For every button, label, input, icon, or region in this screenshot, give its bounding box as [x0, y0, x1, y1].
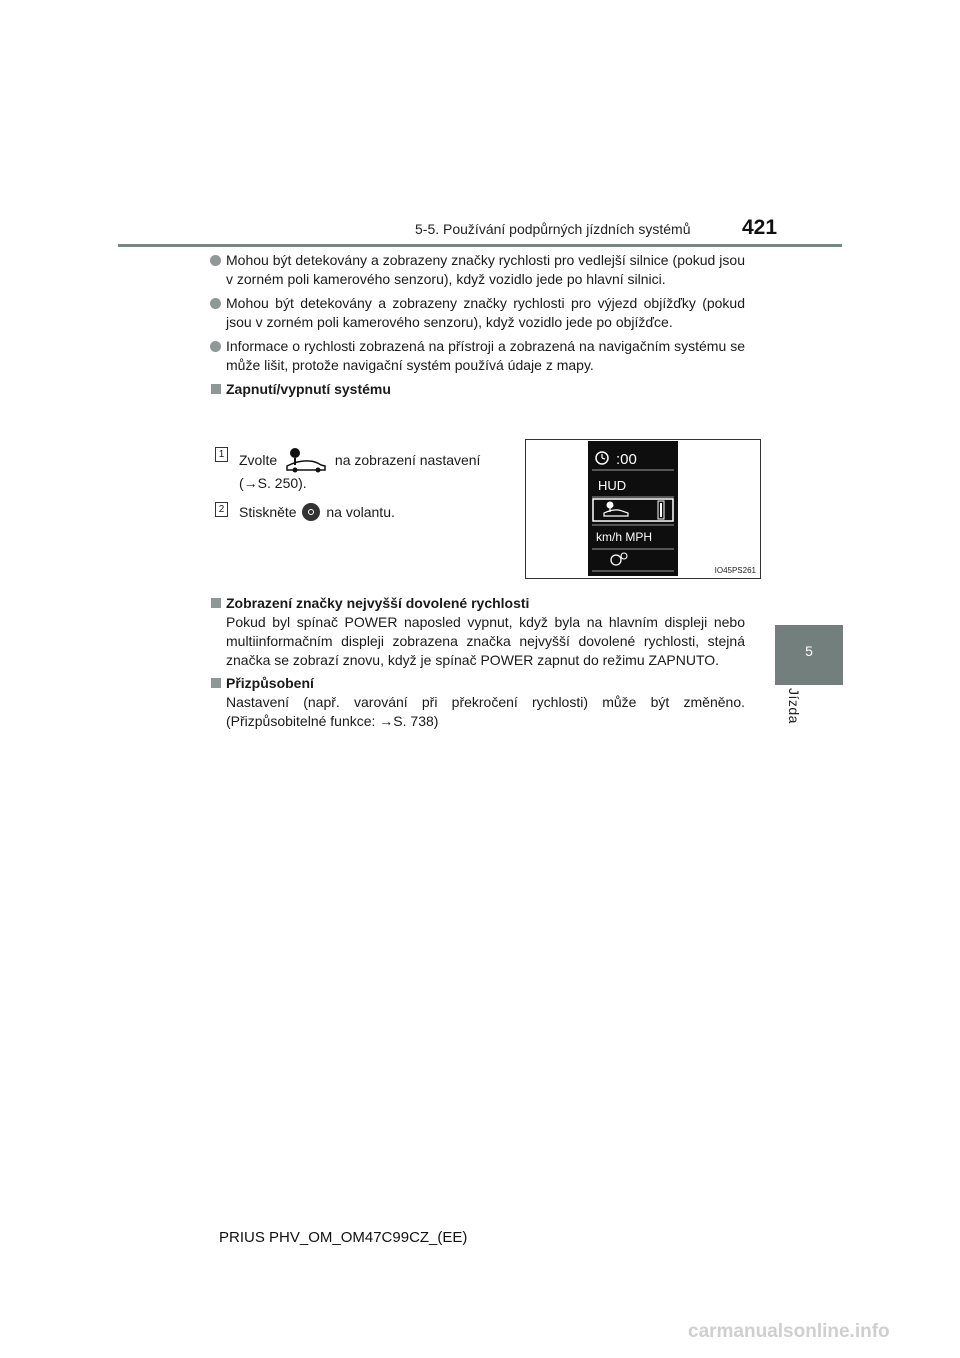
step-1-before: Zvolte — [239, 452, 278, 469]
bullet-dot-icon — [210, 255, 221, 266]
watermark-text[interactable]: carmanualsonline.info — [688, 1321, 890, 1342]
bullet-item — [210, 337, 745, 375]
step-number-1: 1 — [215, 447, 228, 462]
steering-ok-button-icon — [300, 502, 322, 525]
gear-icon — [611, 555, 621, 565]
step-1-reference[interactable]: (→S. 250). — [239, 475, 307, 491]
header-section-title: 5-5. Používání podpůrných jízdních systémů — [415, 221, 691, 237]
square-bullet-icon — [211, 678, 221, 688]
step-1-after: na zobrazení nastavení — [334, 452, 481, 469]
bullet-item — [210, 251, 745, 289]
sign-assist-icon — [281, 447, 331, 476]
footer-document-code: PRIUS PHV_OM_OM47C99CZ_(EE) — [219, 1229, 468, 1246]
heading-text: Zobrazení značky nejvyšší dovolené rychlosti — [226, 595, 530, 611]
settings-display-figure — [525, 439, 761, 579]
main-content — [210, 251, 745, 399]
step-2-after: na volantu. — [326, 504, 395, 521]
heading-text: Přizpůsobení — [226, 675, 314, 691]
settings-screen — [588, 441, 678, 576]
bullet-item — [210, 294, 745, 332]
lower-content — [210, 591, 745, 735]
bullet-text: Mohou být detekovány a zobrazeny značky rychlosti pro výjezd objížďky (pokud jsou v zorném poli kamerového senzoru), když vozidlo jede po objížďce. — [226, 295, 745, 330]
step-1-text — [239, 447, 480, 476]
chapter-tab[interactable] — [775, 625, 843, 685]
clock-digits-label: :00 — [616, 451, 637, 468]
square-bullet-icon — [211, 598, 221, 608]
section-heading-display — [210, 594, 745, 613]
section-display-text: Pokud byl spínač POWER naposled vypnut, když byla na hlavním displeji nebo multiinformačním displeji zobrazena značka nejvyšší dovolené rychlosti, stejná značka se zobrazí znovu, když je spínač POWER zapnut do režimu ZAPNUTO. — [226, 614, 745, 668]
bullet-dot-icon — [210, 298, 221, 309]
chapter-label: Jízda — [786, 688, 802, 724]
bullet-text: Informace o rychlosti zobrazená na přístroji a zobrazená na navigačním systému se může lišit, protože navigační systém používá údaje z mapy. — [226, 338, 745, 373]
bullet-text: Mohou být detekovány a zobrazeny značky rychlosti pro vedlejší silnice (pokud jsou v zorném poli kamerového senzoru), když vozidlo jede po hlavní silnici. — [226, 252, 745, 287]
figure-code: IO45PS261 — [714, 566, 756, 575]
section-heading-on-off — [210, 380, 745, 399]
hud-label: HUD — [598, 478, 627, 493]
section-custom-text: Nastavení (např. varování při překročení rychlosti) může být změněno. (Přizpůsobitelné funkce: →S. 738) — [226, 694, 745, 729]
heading-text: Zapnutí/vypnutí systému — [226, 381, 391, 397]
step-number-2: 2 — [215, 502, 228, 517]
page-number: 421 — [742, 216, 778, 239]
square-bullet-icon — [211, 384, 221, 394]
section-heading-custom — [210, 674, 745, 693]
step-2-before: Stiskněte — [239, 504, 297, 521]
bullet-dot-icon — [210, 341, 221, 352]
step-2-text — [239, 502, 395, 525]
header-divider — [118, 244, 842, 247]
units-label: km/h MPH — [596, 530, 653, 544]
chapter-number: 5 — [805, 643, 813, 659]
